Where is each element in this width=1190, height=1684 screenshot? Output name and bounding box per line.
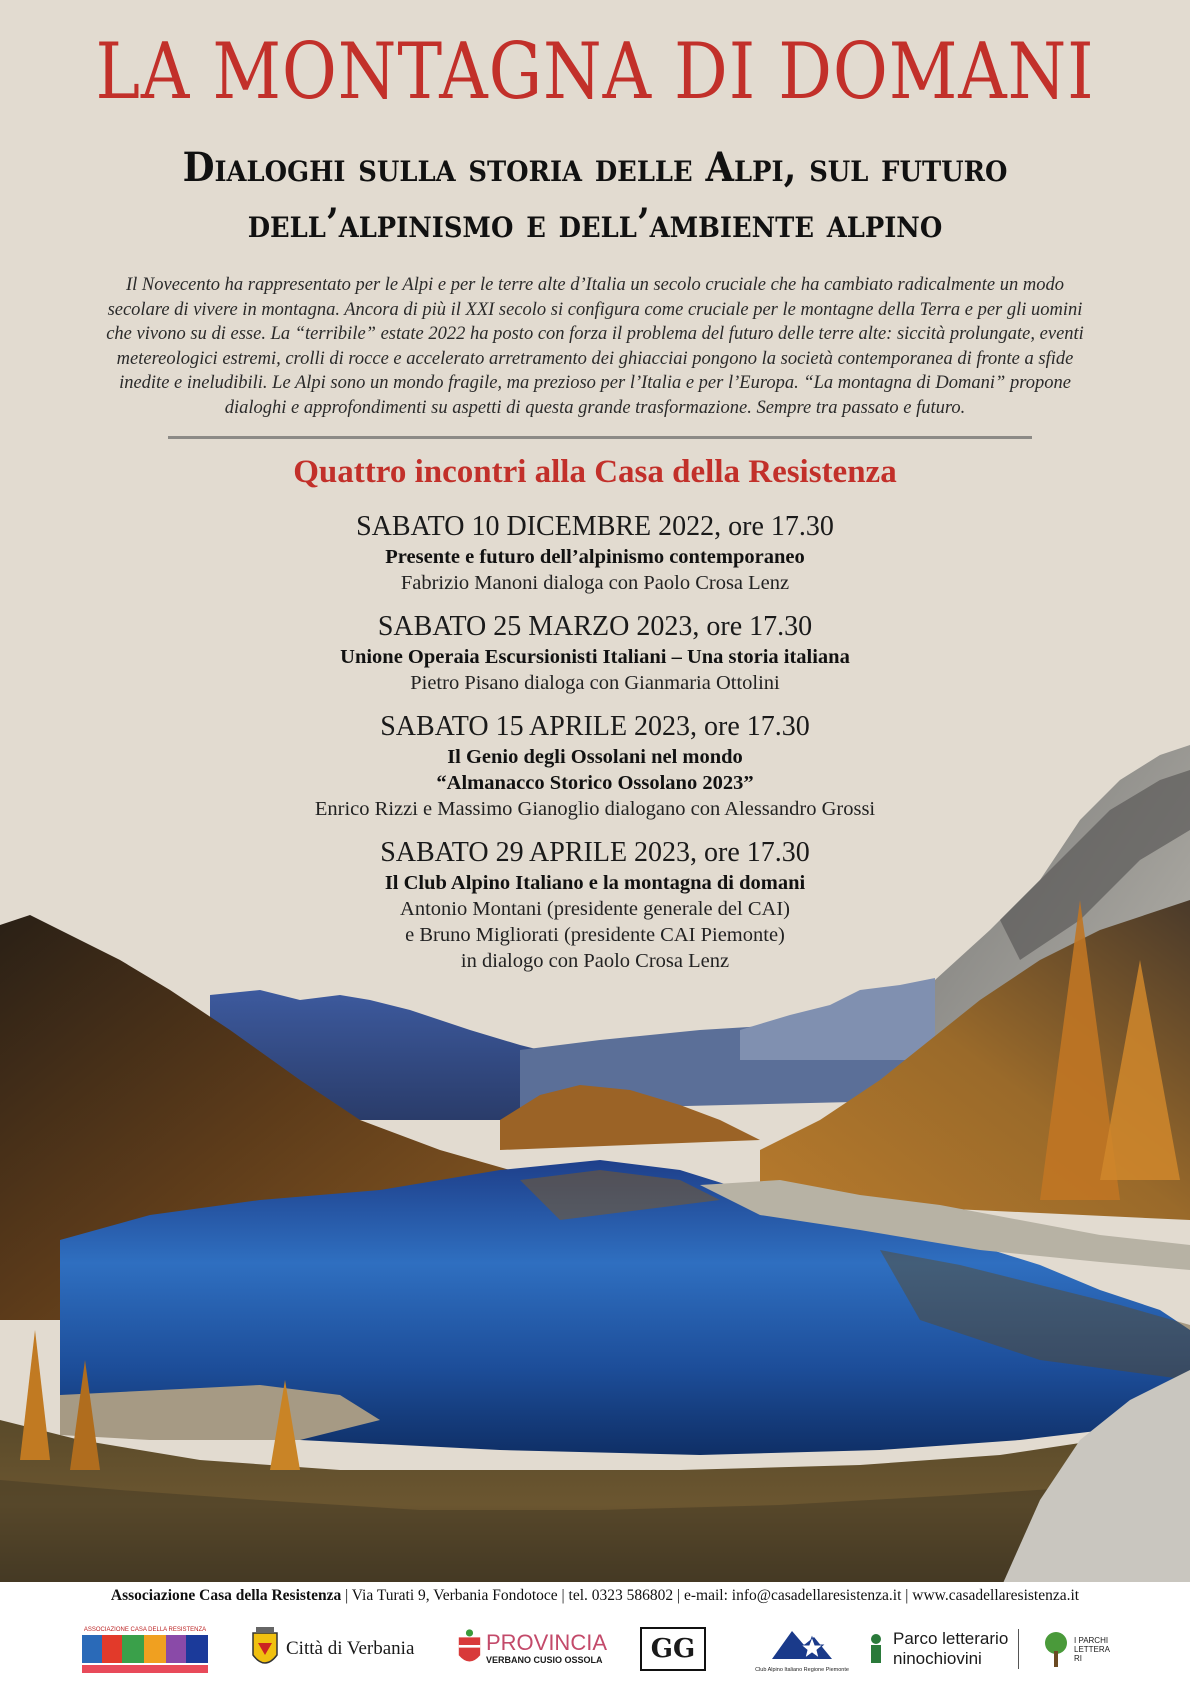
parco-letterario-logo bbox=[865, 1623, 1025, 1675]
logo-bar bbox=[0, 1615, 1190, 1684]
verbania-logo-text: Città di Verbania bbox=[286, 1638, 415, 1659]
intro-line: inedite e ineludibili. Le Alpi sono un mondo fragile, ma prezioso per l’Italia e per l’Europa. “La montagna di Domani” propone bbox=[119, 373, 1071, 393]
footer-separator: | bbox=[345, 1587, 352, 1604]
footer-phone: tel. 0323 586802 bbox=[568, 1587, 674, 1604]
intro-paragraph bbox=[95, 273, 1095, 420]
event-item bbox=[0, 836, 1190, 974]
provincia-text-block bbox=[486, 1632, 607, 1666]
intro-line: Il Novecento ha rappresentato per le Alpi e per le terre alte d’Italia un secolo cruciale che ha cambiato radicalmente un modo bbox=[126, 275, 1064, 295]
cai-piemonte-logo bbox=[752, 1623, 852, 1675]
provincia-logo-subtext: VERBANO CUSIO OSSOLA bbox=[485, 1655, 603, 1665]
parchi-logo-text: I PARCHI LETTERARI bbox=[1074, 1635, 1111, 1663]
cai-logo-text: Club Alpino Italiano Regione Piemonte bbox=[755, 1667, 849, 1673]
event-date: SABATO 29 APRILE 2023, ore 17.30 bbox=[380, 837, 810, 868]
event-list bbox=[0, 510, 1190, 988]
parco-logo-line1: Parco letterario bbox=[893, 1629, 1009, 1648]
logo-divider bbox=[1018, 1629, 1019, 1669]
footer-website[interactable]: www.casadellaresistenza.it bbox=[912, 1587, 1080, 1604]
event-speaker: Enrico Rizzi e Massimo Gianoglio dialogano con Alessandro Grossi bbox=[314, 798, 876, 820]
provincia-crest-icon bbox=[457, 1626, 482, 1672]
footer-email[interactable]: e-mail: info@casadellaresistenza.it bbox=[684, 1587, 902, 1604]
gg-logo-text: GG bbox=[640, 1627, 706, 1671]
footer-address: Via Turati 9, Verbania Fondotoce bbox=[351, 1587, 558, 1604]
page-title: LA MONTAGNA DI DOMANI bbox=[95, 27, 1095, 117]
event-topic: Presente e futuro dell’alpinismo contemporaneo bbox=[385, 546, 805, 568]
verbania-shield-icon bbox=[250, 1625, 280, 1673]
event-speaker: Pietro Pisano dialoga con Gianmaria Ottolini bbox=[410, 672, 780, 694]
footer-separator: | bbox=[905, 1587, 913, 1604]
parco-logo-line2: ninochiovini bbox=[893, 1649, 982, 1668]
intro-line: metereologici estremi, crolli di rocce e accelerato arretramento dei ghiacciai pongono la società contemporanea di fronte a sfide bbox=[116, 348, 1074, 369]
event-date: SABATO 10 DICEMBRE 2022, ore 17.30 bbox=[356, 511, 834, 542]
section-title: Quattro incontri alla Casa della Resistenza bbox=[293, 454, 897, 490]
event-topic: Il Genio degli Ossolani nel mondo bbox=[447, 746, 743, 768]
divider bbox=[168, 436, 1032, 439]
footer-separator: | bbox=[561, 1587, 569, 1604]
event-item bbox=[0, 510, 1190, 596]
subtitle-line: Dialoghi sulla storia delle Alpi, sul futuro bbox=[182, 144, 1008, 191]
footer-contacts bbox=[0, 1585, 1190, 1607]
event-topic: Il Club Alpino Italiano e la montagna di domani bbox=[384, 872, 806, 894]
footer-org: Associazione Casa della Resistenza bbox=[110, 1587, 342, 1604]
provincia-vco-logo bbox=[457, 1623, 607, 1675]
parco-text-block bbox=[893, 1629, 1008, 1669]
intro-line: dialoghi e approfondimenti su aspetti di questa grande trasformazione. Sempre tra passato e futuro. bbox=[224, 397, 966, 418]
casa-resistenza-logo-text: ASSOCIAZIONE CASA DELLA RESISTENZA bbox=[83, 1627, 207, 1633]
intro-line: che vivono su di esse. La “terribile” estate 2022 ha posto con forza il problema del futuro delle terre alte: siccità prolungate, eventi bbox=[106, 324, 1084, 344]
citta-verbania-logo bbox=[250, 1623, 430, 1675]
parchi-letterari-logo bbox=[1040, 1623, 1112, 1675]
event-speaker: e Bruno Migliorati (presidente CAI Piemonte) bbox=[405, 924, 785, 946]
event-date: SABATO 25 MARZO 2023, ore 17.30 bbox=[377, 611, 813, 642]
intro-line: secolare di vivere in montagna. Ancora di più il XXI secolo si configura come cruciale per le montagne della Terra e per gli uomini bbox=[107, 299, 1083, 320]
page-subtitle bbox=[48, 140, 1143, 252]
event-topic: Unione Operaia Escursionisti Italiani – Una storia italiana bbox=[340, 646, 850, 668]
footer-separator: | bbox=[677, 1587, 684, 1604]
event-item bbox=[0, 710, 1190, 822]
event-item bbox=[0, 610, 1190, 696]
gg-logo bbox=[640, 1623, 706, 1675]
subtitle-line: dell’alpinismo e dell’ambiente alpino bbox=[247, 200, 943, 247]
event-topic-subtitle: “Almanacco Storico Ossolano 2023” bbox=[436, 772, 754, 794]
event-speaker: in dialogo con Paolo Crosa Lenz bbox=[460, 950, 730, 972]
casa-resistenza-logo bbox=[80, 1623, 210, 1675]
event-speaker: Fabrizio Manoni dialoga con Paolo Crosa Lenz bbox=[400, 572, 790, 594]
tree-icon bbox=[1040, 1629, 1072, 1669]
provincia-logo-text: PROVINCIA bbox=[485, 1630, 607, 1655]
event-date: SABATO 15 APRILE 2023, ore 17.30 bbox=[380, 711, 810, 742]
event-speaker: Antonio Montani (presidente generale del CAI) bbox=[400, 898, 790, 920]
person-icon bbox=[865, 1633, 887, 1665]
